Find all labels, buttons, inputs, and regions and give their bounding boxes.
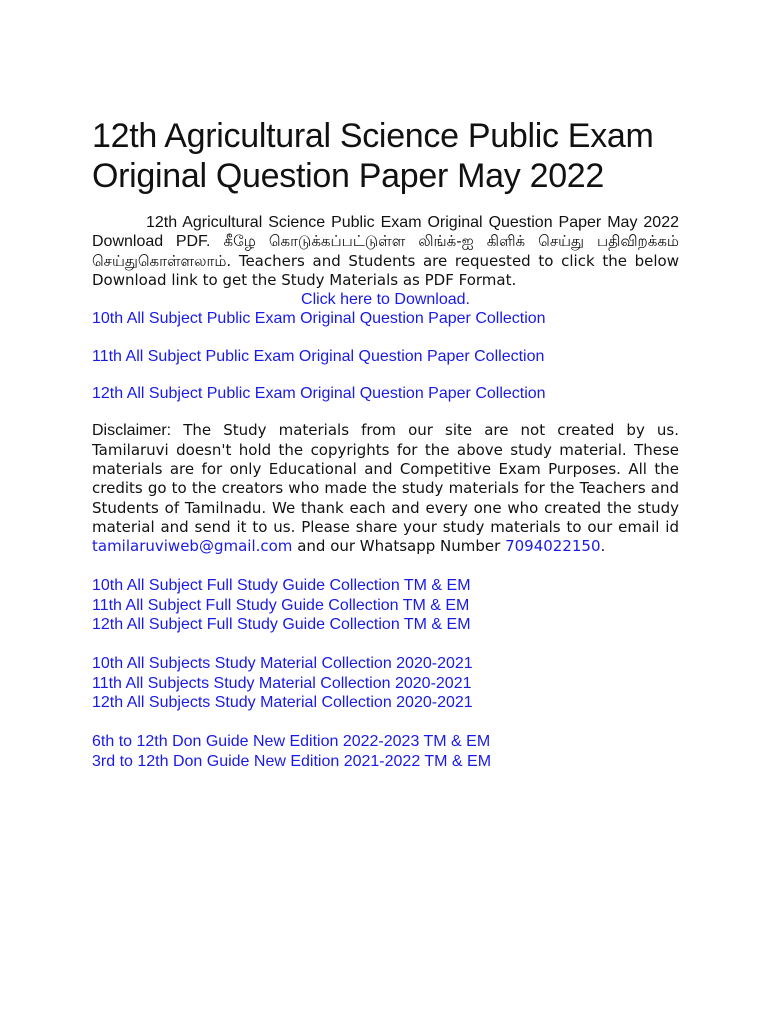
disclaimer-label: Disclaimer:: [92, 422, 172, 440]
don-guide-link-2022[interactable]: 6th to 12th Don Guide New Edition 2022-2023 TM & EM: [92, 733, 491, 751]
material-link-10th[interactable]: 10th All Subjects Study Material Collection 2020-2021: [92, 655, 473, 673]
whatsapp-number-link[interactable]: 7094022150: [505, 537, 601, 556]
download-link[interactable]: Click here to Download.: [301, 291, 470, 309]
collection-link-12th[interactable]: 12th All Subject Public Exam Original Question Paper Collection: [92, 385, 546, 403]
disclaimer-paragraph: [92, 421, 679, 556]
study-guide-link-12th[interactable]: 12th All Subject Full Study Guide Collection TM & EM: [92, 616, 471, 634]
disclaimer-text: The Study materials from our site are not created by us. Tamilaruvi doesn't hold the copyrights for the above study material. These materials are for only Educational and Competitive Exam Purposes. All the credits go to the creators who made the study materials for the Teachers and Students of Tamilnadu. We thank each and every one who created the study material and send it to us. Please share your study materials to our email id: [92, 421, 679, 536]
intro-rest: Teachers and Students are requested to click the below Download link to get the Study Materials as PDF Format.: [92, 251, 679, 289]
material-link-12th[interactable]: 12th All Subjects Study Material Collection 2020-2021: [92, 693, 473, 711]
study-guide-link-11th[interactable]: 11th All Subject Full Study Guide Collection TM & EM: [92, 596, 470, 614]
intro-tamil: கீழே கொடுக்கப்பட்டுள்ள லிங்க்-ஐ கிளிக் செய்து பதிவிறக்கம் செய்துகொள்ளலாம்.: [92, 232, 679, 270]
intro-paragraph: [92, 213, 679, 290]
collection-link-11th[interactable]: 11th All Subject Public Exam Original Question Paper Collection: [92, 347, 545, 365]
collection-link-10th[interactable]: 10th All Subject Public Exam Original Question Paper Collection: [92, 310, 546, 328]
material-link-11th[interactable]: 11th All Subjects Study Material Collection 2020-2021: [92, 674, 472, 692]
disclaimer-end: .: [600, 537, 606, 556]
email-link[interactable]: tamilaruviweb@gmail.com: [92, 537, 293, 556]
whatsapp-prefix: and our Whatsapp Number: [297, 537, 501, 556]
study-guide-link-10th[interactable]: 10th All Subject Full Study Guide Collection TM & EM: [92, 577, 471, 595]
page-title: 12th Agricultural Science Public Exam Original Question Paper May 2022: [92, 117, 654, 195]
document-body: [92, 213, 679, 771]
don-guide-link-2021[interactable]: 3rd to 12th Don Guide New Edition 2021-2022 TM & EM: [92, 752, 492, 770]
intro-lead: 12th Agricultural Science Public Exam Original Question Paper May 2022 Download PDF.: [92, 214, 679, 251]
